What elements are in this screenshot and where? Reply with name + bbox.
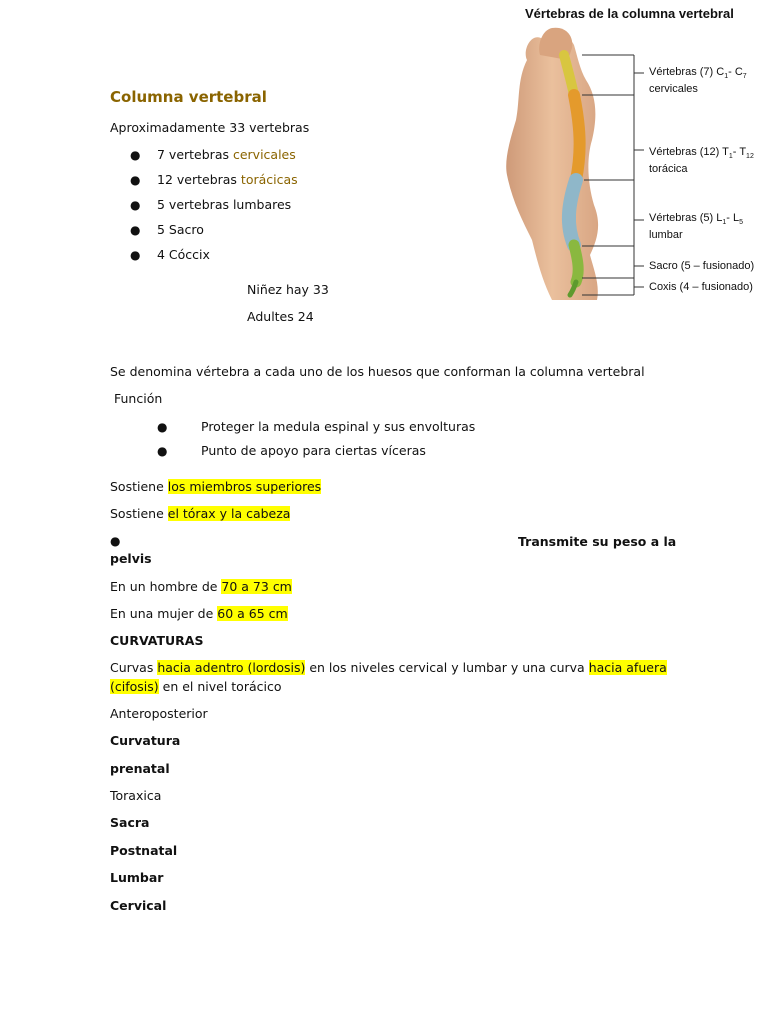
label-lumbar: Vértebras (5) $L_1-$ $L_5$ lumbar	[649, 212, 744, 242]
bullet-icon: ●	[130, 148, 141, 162]
funcion-title: Función	[114, 391, 163, 406]
list-item: 5 vertebras lumbares	[157, 197, 292, 212]
hombre-text: En un hombre de 70 a 73 cm	[110, 579, 292, 594]
term: Anteroposterior	[110, 706, 208, 721]
bullet-icon: ●	[157, 444, 168, 458]
definition-text: Se denomina vértebra a cada uno de los huesos que conforman la columna vertebral	[110, 364, 645, 379]
curvas-line-2: (cifosis) en el nivel torácico	[110, 679, 282, 694]
term: Toraxica	[110, 788, 162, 803]
curvaturas-title: CURVATURAS	[110, 633, 204, 648]
list-item: 7 vertebras cervicales	[157, 147, 296, 162]
list-item: 5 Sacro	[157, 222, 204, 237]
list-item: 12 vertebras torácicas	[157, 172, 298, 187]
term: Postnatal	[110, 843, 178, 858]
transmite-pelvis: pelvis	[110, 551, 152, 566]
funcion-item: Proteger la medula espinal y sus envolturas	[201, 419, 476, 434]
bullet-icon: ●	[130, 248, 141, 262]
sostiene-1: Sostiene los miembros superiores	[110, 479, 322, 494]
funcion-item: Punto de apoyo para ciertas víceras	[201, 443, 426, 458]
term: prenatal	[110, 761, 170, 776]
intro-text: Aproximadamente 33 vertebras	[110, 120, 310, 135]
bullet-icon: ●	[157, 420, 168, 434]
figure-title: Vértebras de la columna vertebral	[525, 6, 734, 21]
term: Cervical	[110, 898, 167, 913]
bullet-icon: ●	[130, 198, 141, 212]
adultes-text: Adultes 24	[247, 309, 314, 324]
bullet-icon: ●	[130, 173, 141, 187]
sostiene-2: Sostiene el tórax y la cabeza	[110, 506, 291, 521]
section-title: Columna vertebral	[110, 88, 267, 106]
transmite-text: Transmite su peso a la	[518, 534, 677, 549]
curvas-line-1: Curvas hacia adentro (lordosis) en los niveles cervical y lumbar y una curva hacia afuera	[110, 660, 667, 675]
bullet-icon: ●	[110, 534, 121, 548]
label-coccyx: Coxis (4 – fusionado)	[649, 281, 753, 293]
label-cervical: Vértebras (7) $C_1-$ $C_7$ cervicales	[649, 66, 747, 96]
term: Sacra	[110, 815, 150, 830]
bullet-icon: ●	[130, 223, 141, 237]
list-item: 4 Cóccix	[157, 247, 210, 262]
mujer-text: En una mujer de 60 a 65 cm	[110, 606, 288, 621]
term: Curvatura	[110, 733, 181, 748]
label-sacrum: Sacro (5 – fusionado)	[649, 260, 755, 272]
term: Lumbar	[110, 870, 164, 885]
label-thoracic: Vértebras (12) $T_1-$ $T_{12}$ torácica	[649, 146, 754, 176]
ninez-text: Niñez hay 33	[247, 282, 329, 297]
